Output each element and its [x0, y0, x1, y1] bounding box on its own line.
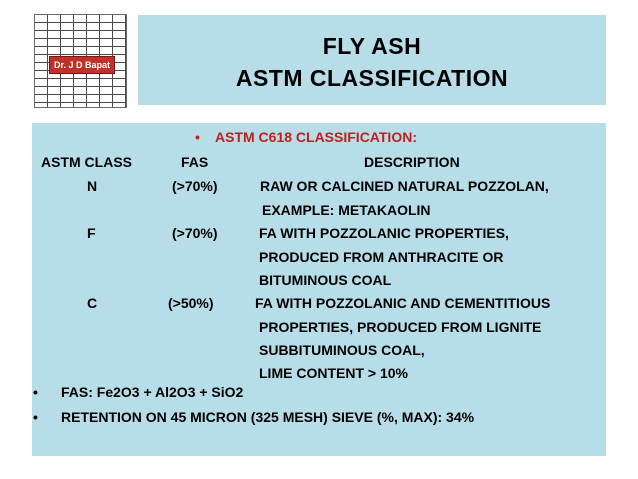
- row-n-class: N: [87, 178, 98, 194]
- row-c-class: C: [87, 295, 98, 311]
- row-c-desc-3: SUBBITUMINOUS COAL,: [259, 342, 425, 358]
- content-panel: [32, 123, 606, 456]
- row-c-desc-4: LIME CONTENT > 10%: [259, 365, 408, 381]
- note-1: FAS: Fe2O3 + Al2O3 + SiO2: [61, 384, 244, 400]
- row-n-desc-1: RAW OR CALCINED NATURAL POZZOLAN,: [260, 178, 549, 194]
- header-description: DESCRIPTION: [364, 154, 460, 170]
- row-n-desc-2: EXAMPLE: METAKAOLIN: [262, 202, 431, 218]
- row-c-desc-1: FA WITH POZZOLANIC AND CEMENTITIOUS: [255, 295, 551, 311]
- row-f-desc-3: BITUMINOUS COAL: [259, 272, 392, 288]
- note-1-bullet: •: [33, 384, 38, 400]
- header-class: ASTM CLASS: [41, 154, 132, 170]
- title-line-2: ASTM CLASSIFICATION: [235, 65, 509, 91]
- title-box: [138, 15, 606, 105]
- row-f-class: F: [87, 225, 96, 241]
- header-fas: FAS: [181, 154, 209, 170]
- row-c-fas: (>50%): [168, 295, 214, 311]
- row-n-fas: (>70%): [172, 178, 218, 194]
- subheading-bullet: •: [195, 129, 200, 145]
- logo-label: Dr. J D Bapat: [49, 56, 115, 74]
- row-c-desc-2: PROPERTIES, PRODUCED FROM LIGNITE: [259, 319, 542, 335]
- row-f-desc-2: PRODUCED FROM ANTHRACITE OR: [259, 249, 504, 265]
- logo: [34, 14, 127, 108]
- subheading: ASTM C618 CLASSIFICATION:: [215, 129, 417, 145]
- title-line-1: FLY ASH: [322, 33, 422, 59]
- note-2: RETENTION ON 45 MICRON (325 MESH) SIEVE (%, MAX): 34%: [61, 409, 475, 425]
- row-f-fas: (>70%): [172, 225, 218, 241]
- row-f-desc-1: FA WITH POZZOLANIC PROPERTIES,: [259, 225, 509, 241]
- note-2-bullet: •: [33, 409, 38, 425]
